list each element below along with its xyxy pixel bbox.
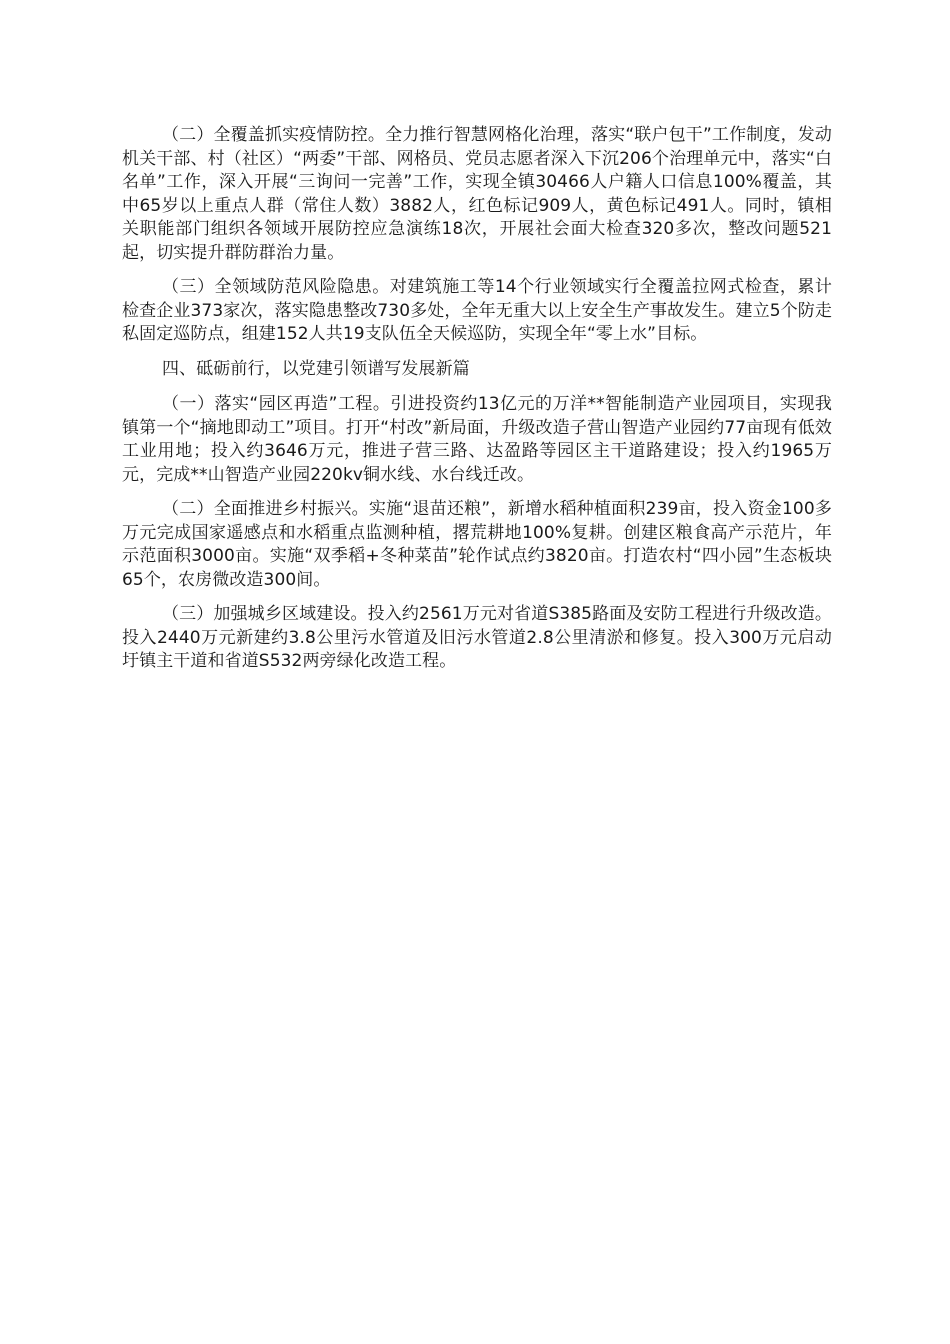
paragraph-urban-rural-construction: （三）加强城乡区域建设。投入约2561万元对省道S385路面及安防工程进行升级改造。投入2440万元新建约3.8公里污水管道及旧污水管道2.8公里清淤和修复。投入300万元启动圩镇主干道和省道S532两旁绿化改造工程。	[122, 604, 832, 671]
document-body	[122, 124, 832, 685]
paragraph-park-rebuild: （一）落实“园区再造”工程。引进投资约13亿元的万洋**智能制造产业园项目，实现我镇第一个“摘地即动工”项目。打开“村改”新局面，升级改造子营山智造产业园约77亩现有低效工业用地；投入约3646万元，推进子营三路、达盈路等园区主干道路建设；投入约1965万元，完成**山智造产业园220kv铜水线、水台线迁改。	[122, 394, 832, 485]
paragraph-risk-prevention: （三）全领域防范风险隐患。对建筑施工等14个行业领域实行全覆盖拉网式检查，累计检查企业373家次，落实隐患整改730多处，全年无重大以上安全生产事故发生。建立5个防走私固定巡防点，组建152人共19支队伍全天候巡防，实现全年“零上水”目标。	[122, 277, 832, 344]
section-heading: 四、砥砺前行，以党建引领谱写发展新篇	[162, 358, 470, 379]
paragraph-rural-revitalization: （二）全面推进乡村振兴。实施“退苗还粮”，新增水稻种植面积239亩，投入资金100多万元完成国家遥感点和水稻重点监测种植，撂荒耕地100%复耕。创建区粮食高产示范片，年示范面积3000亩。实施“双季稻+冬种菜苗”轮作试点约3820亩。打造农村“四小园”生态板块65个，农房微改造300间。	[122, 499, 832, 590]
paragraph-epidemic-prevention: （二）全覆盖抓实疫情防控。全力推行智慧网格化治理，落实“联户包干”工作制度，发动机关干部、村（社区）“两委”干部、网格员、党员志愿者深入下沉206个治理单元中，落实“白名单”工作，深入开展“三询问一完善”工作，实现全镇30466人户籍人口信息100%覆盖，其中65岁以上重点人群（常住人数）3882人，红色标记909人，黄色标记491人。同时，镇相关职能部门组织各领域开展防控应急演练18次，开展社会面大检查320多次，整改问题521起，切实提升群防群治力量。	[122, 125, 832, 263]
